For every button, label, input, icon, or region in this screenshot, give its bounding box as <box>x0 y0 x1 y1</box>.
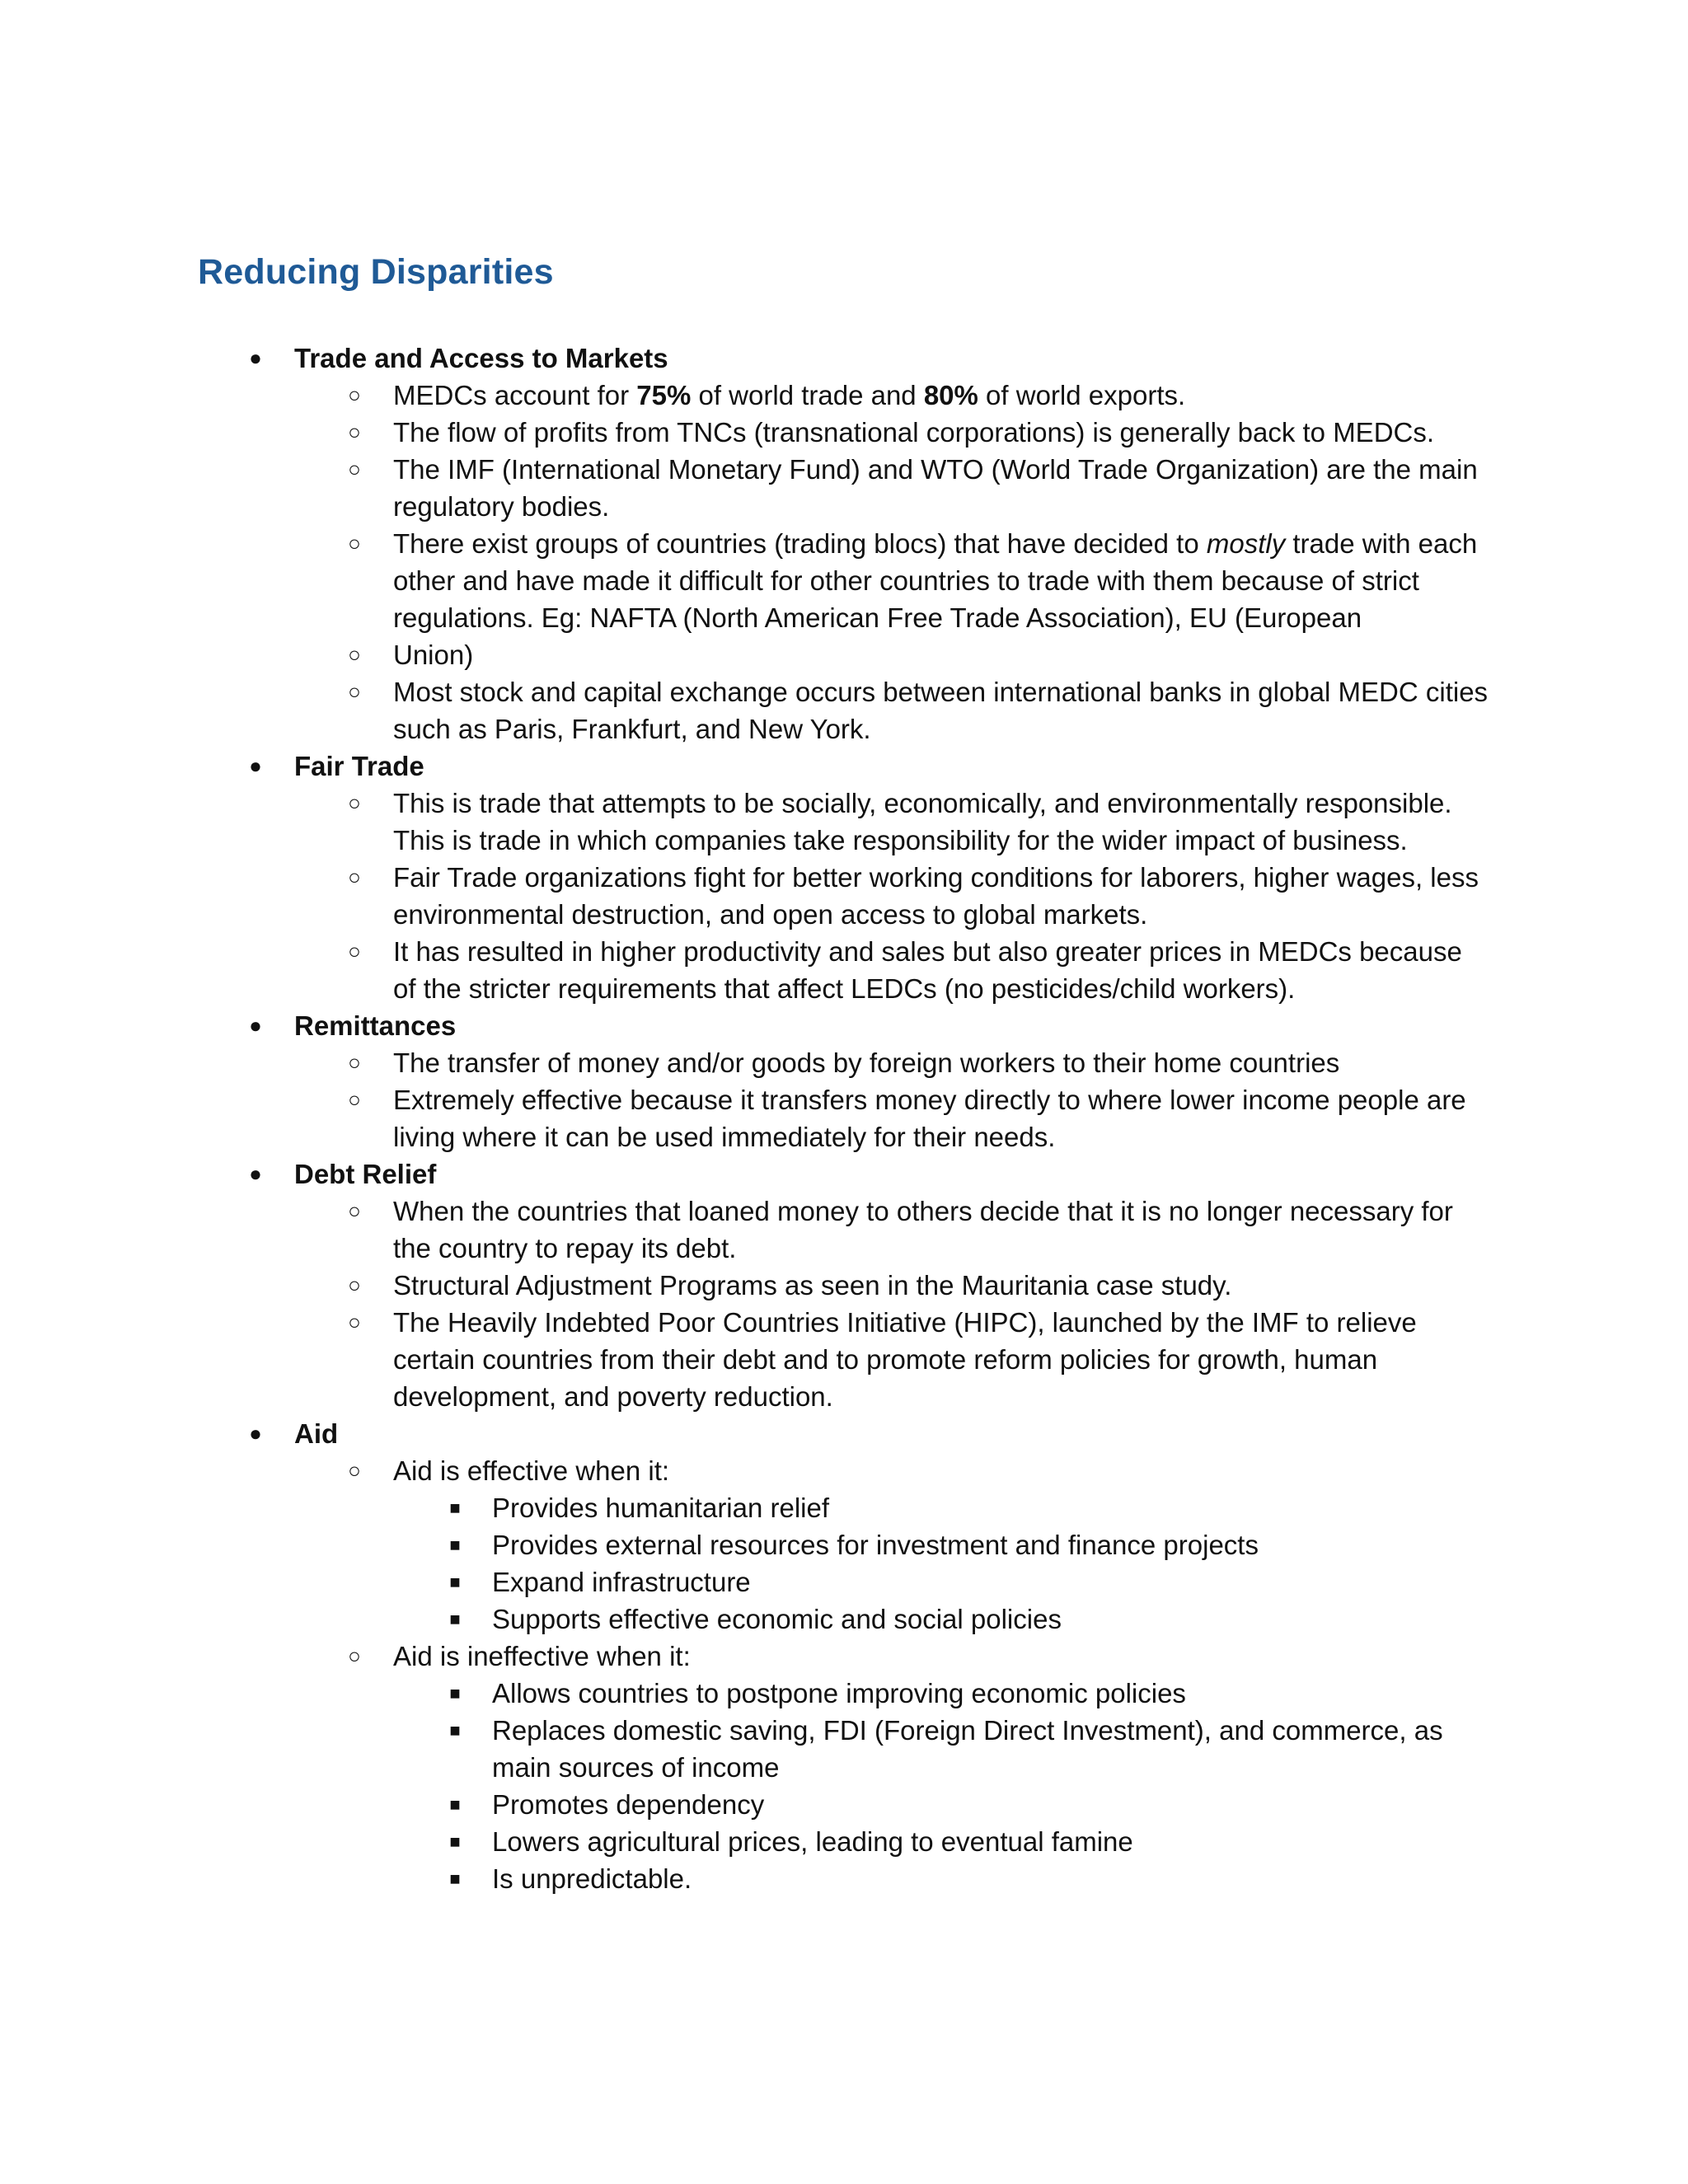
section-heading-label: Aid <box>294 1418 339 1449</box>
section-heading-label: Debt Relief <box>294 1159 437 1189</box>
circle-marker: ○ <box>348 1643 361 1668</box>
list-item <box>0 636 1688 673</box>
circle-marker: ○ <box>348 1458 361 1483</box>
item-text: Structural Adjustment Programs as seen in the Mauritania case study. <box>393 1270 1232 1301</box>
item-text: Supports effective economic and social policies <box>492 1604 1062 1634</box>
sub-list-item <box>0 1526 1688 1563</box>
sub-list-item <box>0 1675 1688 1712</box>
item-text: The Heavily Indebted Poor Countries Initiative (HIPC), launched by the IMF to relieve certain countries from their debt and to promote reform policies for growth, human development, and poverty reduction. <box>393 1307 1417 1412</box>
item-text: The flow of profits from TNCs (transnational corporations) is generally back to MEDCs. <box>393 417 1435 448</box>
item-text: The IMF (International Monetary Fund) and WTO (World Trade Organization) are the main regulatory bodies. <box>393 454 1478 522</box>
square-marker: ■ <box>449 1572 461 1592</box>
list-item <box>0 451 1688 525</box>
sub-list-item <box>0 1489 1688 1526</box>
list-item <box>0 414 1688 451</box>
item-text: Is unpredictable. <box>492 1863 692 1894</box>
circle-marker: ○ <box>348 1272 361 1297</box>
section-heading-label: Fair Trade <box>294 751 424 781</box>
list-item <box>0 785 1688 859</box>
list-item <box>0 1267 1688 1304</box>
section-heading-label: Trade and Access to Markets <box>294 343 668 373</box>
square-marker: ■ <box>449 1831 461 1852</box>
item-text: of world exports. <box>978 380 1186 410</box>
item-text: trade with each other and have made it difficult for other countries to trade with them because of strict regulations. Eg: NAFTA (North American Free Trade Association), EU (European <box>393 528 1478 633</box>
circle-marker: ○ <box>348 382 361 407</box>
item-text: Fair Trade organizations fight for better working conditions for laborers, higher wages, less environmental destruction, and open access to global markets. <box>393 862 1479 930</box>
sub-list-item <box>0 1786 1688 1823</box>
square-marker: ■ <box>449 1609 461 1629</box>
bullet-marker: ● <box>249 345 262 370</box>
list-item <box>0 933 1688 1007</box>
item-text: It has resulted in higher productivity and sales but also greater prices in MEDCs because of the stricter requirements that affect LEDCs (no pesticides/child workers). <box>393 936 1462 1004</box>
square-marker: ■ <box>449 1794 461 1815</box>
circle-marker: ○ <box>348 865 361 889</box>
sub-list-item <box>0 1823 1688 1860</box>
list-item <box>0 525 1688 636</box>
bullet-marker: ● <box>249 1421 262 1446</box>
item-text: Most stock and capital exchange occurs between international banks in global MEDC cities such as Paris, Frankfurt, and New York. <box>393 677 1489 744</box>
list-item <box>0 1638 1688 1675</box>
list-item <box>0 1304 1688 1415</box>
section-heading-label: Remittances <box>294 1010 457 1041</box>
circle-marker: ○ <box>348 939 361 963</box>
item-text: MEDCs account for <box>393 380 637 410</box>
sub-list-item <box>0 1860 1688 1897</box>
circle-marker: ○ <box>348 790 361 815</box>
square-marker: ■ <box>449 1683 461 1704</box>
circle-marker: ○ <box>348 457 361 481</box>
sub-list-item <box>0 1563 1688 1601</box>
item-text: This is trade that attempts to be socially, economically, and environmentally responsible. This is trade in which companies take responsibility for the wider impact of business. <box>393 788 1452 855</box>
section-heading-aid <box>0 1415 1688 1452</box>
square-marker: ■ <box>449 1868 461 1889</box>
list-item <box>0 1193 1688 1267</box>
item-text: Lowers agricultural prices, leading to eventual famine <box>492 1826 1133 1857</box>
bold-value-trade-share: 75% <box>636 380 692 410</box>
item-text: Aid is ineffective when it: <box>393 1641 691 1671</box>
list-item <box>0 1452 1688 1489</box>
bold-value-export-share: 80% <box>923 380 978 410</box>
square-marker: ■ <box>449 1535 461 1555</box>
section-heading-debt-relief <box>0 1155 1688 1193</box>
bullet-marker: ● <box>249 1013 262 1038</box>
item-text: Provides external resources for investment and finance projects <box>492 1530 1259 1560</box>
list-item <box>0 859 1688 933</box>
circle-marker: ○ <box>348 531 361 555</box>
italic-emphasis: mostly <box>1206 528 1286 559</box>
list-item <box>0 377 1688 414</box>
list-item <box>0 1044 1688 1081</box>
section-heading-fair-trade <box>0 748 1688 785</box>
circle-marker: ○ <box>348 1198 361 1223</box>
item-text: of world trade and <box>691 380 924 410</box>
square-marker: ■ <box>449 1720 461 1741</box>
sub-list-item <box>0 1712 1688 1786</box>
bullet-marker: ● <box>249 753 262 778</box>
item-text: When the countries that loaned money to others decide that it is no longer necessary for the country to repay its debt. <box>393 1196 1453 1263</box>
circle-marker: ○ <box>348 679 361 704</box>
item-text: Union) <box>393 640 474 670</box>
outline-list <box>0 340 1688 1897</box>
circle-marker: ○ <box>348 642 361 667</box>
item-text: Aid is effective when it: <box>393 1455 670 1486</box>
circle-marker: ○ <box>348 1310 361 1334</box>
circle-marker: ○ <box>348 1050 361 1075</box>
square-marker: ■ <box>449 1497 461 1518</box>
section-heading-trade <box>0 340 1688 377</box>
item-text: Allows countries to postpone improving economic policies <box>492 1678 1186 1708</box>
bullet-marker: ● <box>249 1161 262 1186</box>
circle-marker: ○ <box>348 1087 361 1112</box>
circle-marker: ○ <box>348 419 361 444</box>
item-text: Extremely effective because it transfers money directly to where lower income people are living where it can be used immediately for their needs. <box>393 1085 1466 1152</box>
item-text: The transfer of money and/or goods by foreign workers to their home countries <box>393 1047 1340 1078</box>
item-text: Replaces domestic saving, FDI (Foreign Direct Investment), and commerce, as main sources of income <box>492 1715 1443 1783</box>
sub-list-item <box>0 1601 1688 1638</box>
item-text: Expand infrastructure <box>492 1567 751 1597</box>
item-text: Promotes dependency <box>492 1789 765 1820</box>
list-item <box>0 1081 1688 1155</box>
page-title: Reducing Disparities <box>198 252 554 292</box>
list-item <box>0 673 1688 748</box>
section-heading-remittances <box>0 1007 1688 1044</box>
item-text: Provides humanitarian relief <box>492 1493 830 1523</box>
item-text: There exist groups of countries (trading blocs) that have decided to <box>393 528 1207 559</box>
